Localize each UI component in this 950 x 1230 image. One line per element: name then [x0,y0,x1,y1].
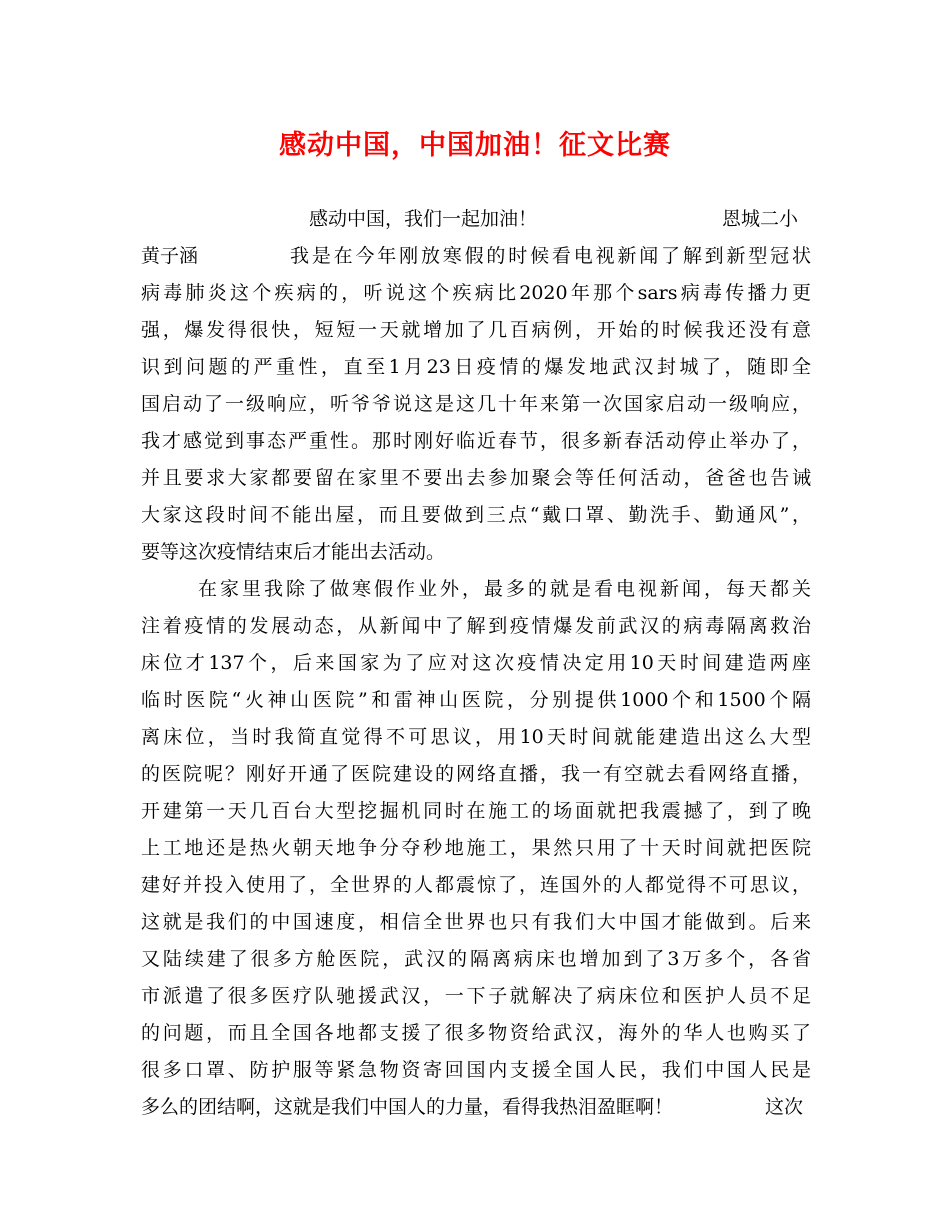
paragraph-line: 这次 [765,1096,804,1118]
paragraph-line: 强，爆发得很快，短短一天就增加了几百病例，开始的时候我还没有意 [141,319,811,341]
paragraph-line: 上工地还是热火朝天地争分夺秒地施工，果然只用了十天时间就把医院 [141,837,811,859]
paragraph-line: 要等这次疫情结束后才能出去活动。 [141,541,446,563]
paragraph-line: 大家这段时间不能出屋，而且要做到三点“戴口罩、勤洗手、勤通风”， [141,504,811,526]
paragraph-line: 市派遣了很多医疗队驰援武汉，一下子就解决了病床位和医护人员不足 [141,985,811,1007]
author-name: 黄子涵 [141,245,199,267]
paragraph-line: 很多口罩、防护服等紧急物资寄回国内支援全国人民，我们中国人民是 [141,1059,811,1081]
paragraph-line: 注着疫情的发展动态，从新闻中了解到疫情爆发前武汉的病毒隔离救治 [141,615,811,637]
paragraph-line: 我是在今年刚放寒假的时候看电视新闻了解到新型冠状 [290,245,811,267]
paragraph-line: 的问题，而且全国各地都支援了很多物资给武汉，海外的华人也购买了 [141,1022,811,1044]
paragraph-line: 的医院呢？刚好开通了医院建设的网络直播，我一有空就去看网络直播， [141,763,811,785]
paragraph-line: 开建第一天几百台大型挖掘机同时在施工的场面就把我震撼了，到了晚 [141,800,811,822]
paragraph-line: 临时医院“火神山医院”和雷神山医院，分别提供1000个和1500个隔 [141,689,811,711]
paragraph-line: 这就是我们的中国速度，相信全世界也只有我们大中国才能做到。后来 [141,911,811,933]
essay-subtitle: 感动中国，我们一起加油！ [309,208,538,230]
school-name: 恩城二小 [722,208,799,230]
paragraph-line: 多么的团结啊，这就是我们中国人的力量，看得我热泪盈眶啊！ [141,1096,674,1118]
paragraph-line: 又陆续建了很多方舱医院，武汉的隔离病床也增加到了3万多个，各省 [141,948,811,970]
paragraph-line: 病毒肺炎这个疾病的，听说这个疾病比2020年那个sars病毒传播力更 [141,282,811,304]
paragraph-line: 我才感觉到事态严重性。那时刚好临近春节，很多新春活动停止举办了， [141,430,811,452]
paragraph-line: 离床位，当时我简直觉得不可思议，用10天时间就能建造出这么大型 [141,726,811,748]
document-title: 感动中国，中国加油！征文比赛 [279,130,671,161]
paragraph-line: 在家里我除了做寒假作业外，最多的就是看电视新闻，每天都关 [198,578,811,600]
paragraph-line: 识到问题的严重性，直至1月23日疫情的爆发地武汉封城了，随即全 [141,356,811,378]
paragraph-line: 国启动了一级响应，听爷爷说这是这几十年来第一次国家启动一级响应， [141,393,811,415]
paragraph-line: 床位才137个，后来国家为了应对这次疫情决定用10天时间建造两座 [141,652,811,674]
paragraph-line: 并且要求大家都要留在家里不要出去参加聚会等任何活动，爸爸也告诫 [141,467,811,489]
paragraph-line: 建好并投入使用了，全世界的人都震惊了，连国外的人都觉得不可思议， [141,874,811,896]
